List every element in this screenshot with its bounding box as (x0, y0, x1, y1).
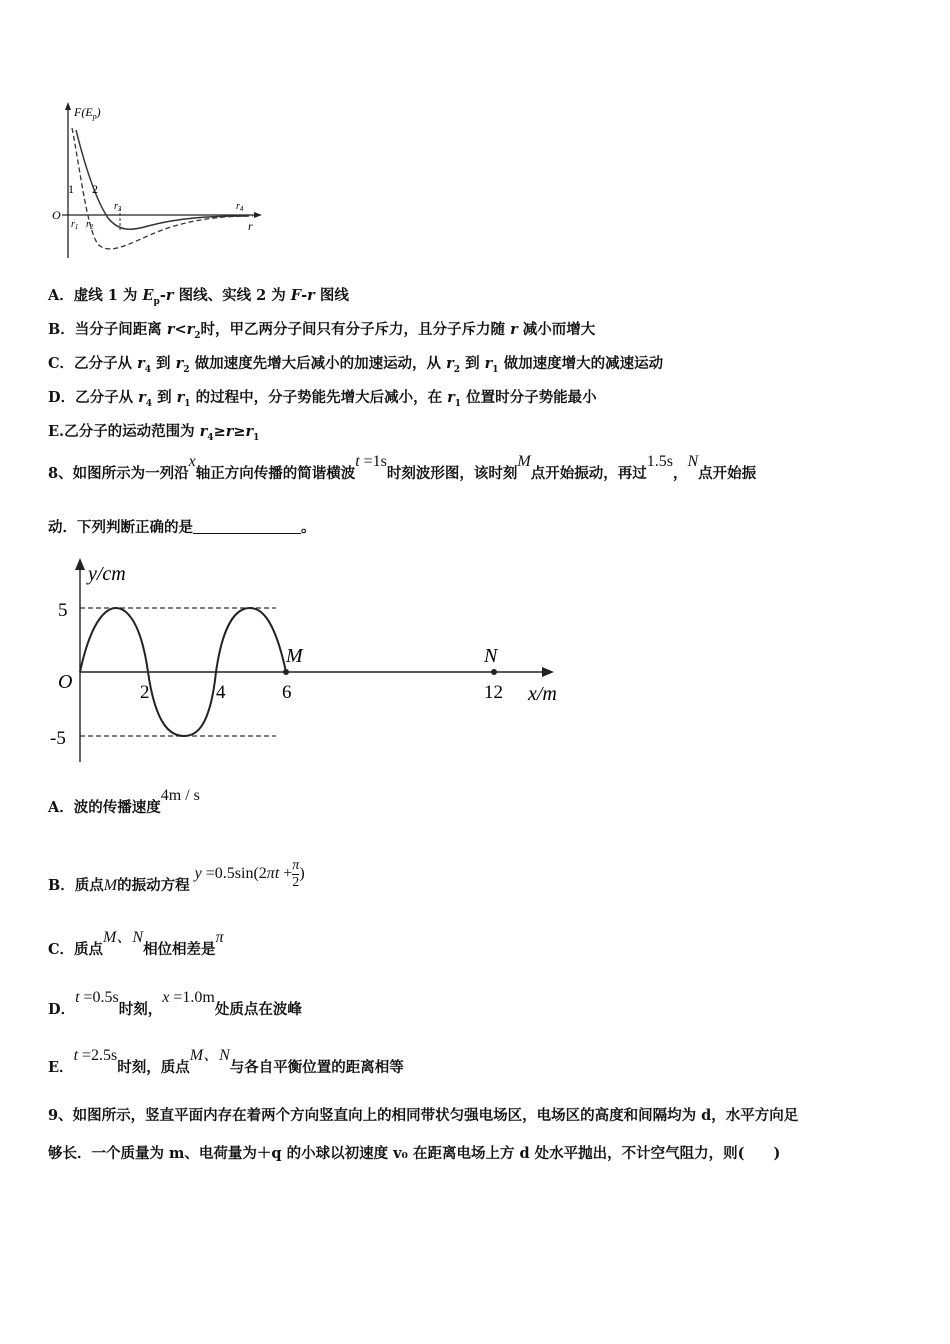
fig2-xlabel: x/m (528, 683, 557, 705)
fig2-x6: 6 (282, 682, 292, 703)
q9-line-2: 够长．一个质量为 m、电荷量为＋q 的小球以初速度 v₀ 在距离电场上方 d 处水平抛出，不计空气阻力，则( ) (48, 1145, 781, 1162)
fig1-origin: O (52, 208, 61, 222)
fig2-point-M (283, 669, 289, 675)
answer-blank[interactable] (193, 519, 301, 534)
q9-line-1: 9、如图所示，竖直平面内存在着两个方向竖直向上的相同带状匀强电场区，电场区的高度和间隔均为 d，水平方向足 (48, 1107, 799, 1124)
fig2-y-arrow (75, 558, 85, 570)
q8-option-b: B．质点M的振动方程 y =0.5sin(2πt + $\frac{\pi}{2}$ ) (48, 858, 305, 895)
q7-option-a: A．虚线 1 为 $E_p-r$ 图线、实线 2 为 F-r 图线 (48, 287, 349, 307)
fig1-y-arrow (65, 102, 71, 110)
wave-figure (44, 556, 584, 768)
fig1-x-arrow (254, 212, 262, 218)
fig1-curve1-label: 1 (68, 182, 74, 196)
q7-option-b: B．当分子间距离 $r<r_2$时，甲乙两分子间只有分子斥力，且分子斥力随 r 减小而增大 (48, 321, 596, 341)
q7-option-c: C．乙分子从 $r_4$ 到 $r_2$ 做加速度先增大后减小的加速运动，从 $r_2$ 到 $r_1$ 做加速度增大的减速运动 (48, 355, 664, 375)
fig2-label-M: M (286, 645, 303, 667)
fig2-ylabel: y/cm (88, 563, 126, 585)
q8-stem-line-2: 动．下列判断正确的是 。 (48, 519, 316, 536)
fig1-r4-label: $r_4$ (236, 201, 244, 213)
fig1-ylabel: $F(E_p)$ (74, 105, 101, 121)
fig1-xlabel: r (248, 219, 253, 233)
fig2-label-N: N (484, 645, 498, 667)
fig2-point-N (491, 669, 497, 675)
fig2-x2: 2 (140, 682, 150, 703)
fig2-x12: 12 (484, 682, 503, 703)
fig2-x-arrow (542, 667, 554, 677)
fig1-r1-label: $r_1$ (71, 219, 79, 231)
force-potential-figure (48, 98, 278, 268)
q8-option-a: A．波的传播速度4m / s (48, 787, 200, 816)
fig1-r3-label: $r_3$ (114, 201, 122, 213)
fig2-y-neg: -5 (50, 728, 66, 749)
fig2-y-pos: 5 (58, 600, 68, 621)
q7-option-d: D．乙分子从 $r_4$ 到 $r_1$ 的过程中，分子势能先增大后减小，在 $r_1$ 位置时分子势能最小 (48, 389, 597, 409)
q7-option-e: E.乙分子的运动范围为 $r_4\ge r\ge r_1$ (48, 423, 260, 443)
q8-stem-line-1: 8、如图所示为一列沿x轴正方向传播的简谐横波t =1s时刻波形图，该时刻M点开始振动，再过1.5s，N点开始振 (48, 453, 757, 482)
q8-option-c: C．质点M、N相位相差是π (48, 929, 224, 958)
fig1-curve2-label: 2 (92, 182, 98, 196)
fig1-dashed-curve-1 (72, 128, 253, 249)
q8-option-e: E．t =2.5s时刻，质点M、N与各自平衡位置的距离相等 (48, 1047, 404, 1076)
fig1-r2-label: $r_2$ (86, 219, 94, 231)
fig2-origin: O (58, 671, 73, 693)
q8-option-d: D．t =0.5s时刻，x =1.0m处质点在波峰 (48, 989, 302, 1018)
fig2-x4: 4 (216, 682, 226, 703)
